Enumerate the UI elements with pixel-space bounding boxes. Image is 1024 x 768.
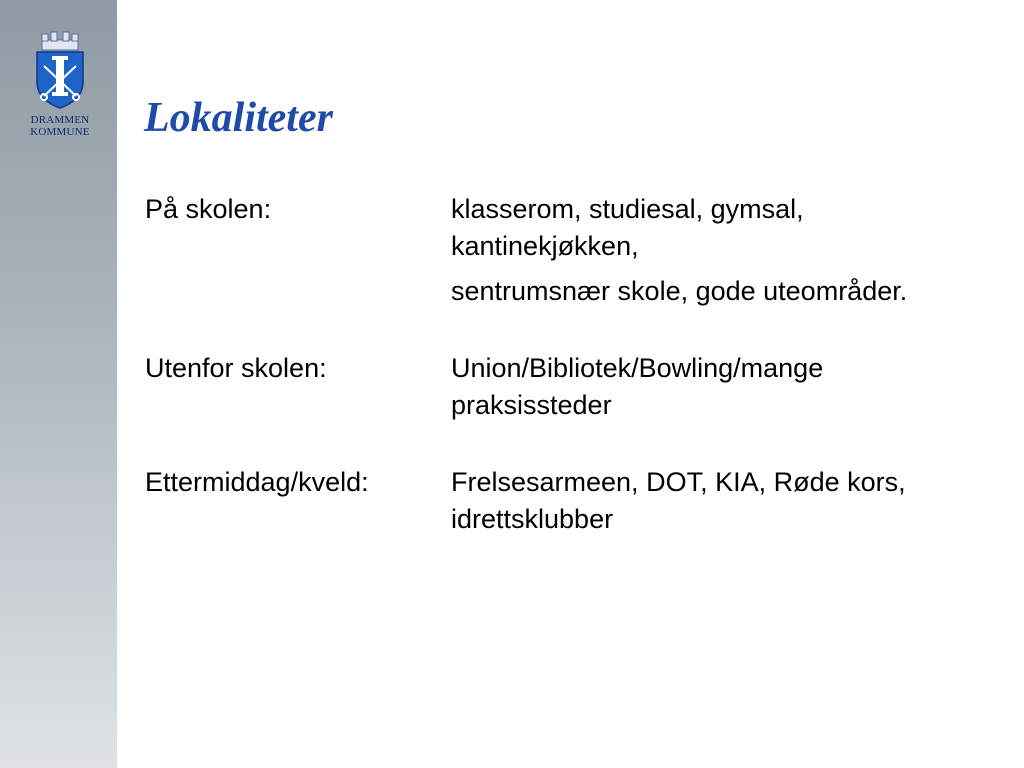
logo-line-2: KOMMUNE: [30, 126, 90, 138]
row-values: [451, 350, 985, 424]
row-values: [451, 191, 985, 310]
row-label: Utenfor skolen:: [145, 353, 327, 383]
location-row: [145, 350, 985, 424]
row-value: Union/Bibliotek/Bowling/mange praksissteder: [451, 353, 824, 420]
row-value: sentrumsnær skole, gode uteområder.: [451, 276, 908, 306]
row-value: klasserom, studiesal, gymsal, kantinekjøkken,: [451, 194, 804, 261]
row-values: [451, 464, 985, 538]
row-label: Ettermiddag/kveld:: [145, 467, 369, 497]
municipality-logo: [20, 30, 100, 138]
slide-title: Lokaliteter: [144, 95, 333, 141]
slide-content: [145, 191, 985, 538]
location-row: [145, 191, 985, 310]
row-label: På skolen:: [145, 194, 272, 224]
logo-line-1: DRAMMEN: [30, 114, 90, 126]
row-value: Frelsesarmeen, DOT, KIA, Røde kors, idrettsklubber: [451, 467, 906, 534]
coat-of-arms-icon: [32, 30, 88, 110]
location-row: [145, 464, 985, 538]
